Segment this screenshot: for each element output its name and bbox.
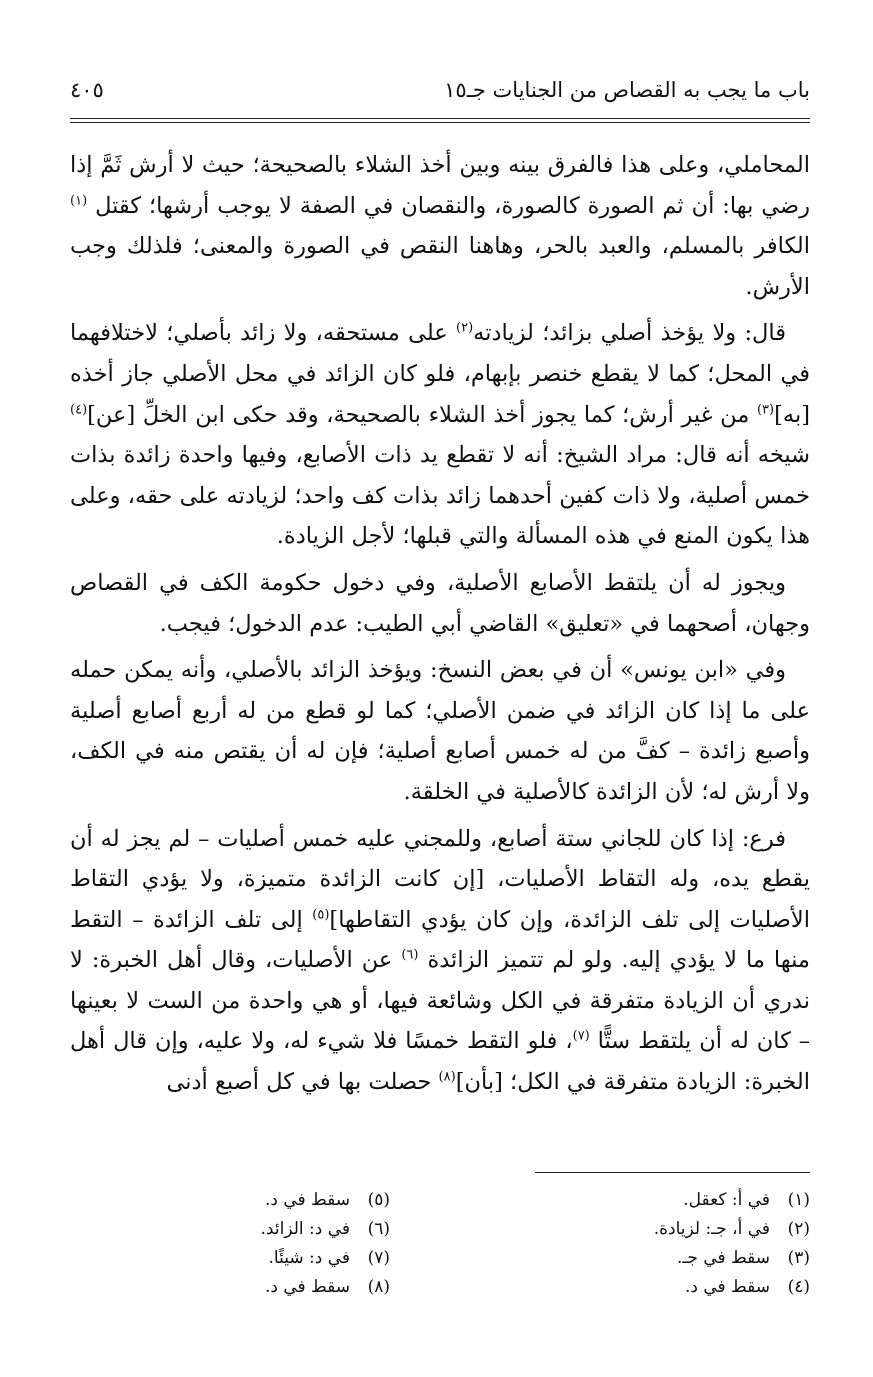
page-header — [70, 76, 810, 112]
footnote-ref-6: (٦) — [401, 947, 419, 963]
footnote-item: (٦)في د: الزائد. — [260, 1219, 390, 1239]
footnotes — [70, 1186, 810, 1316]
paragraph-3: ويجوز له أن يلتقط الأصابع الأصلية، وفي دخول حكومة الكف في القصاص وجهان، أصحهما في «تعليق» القاضي أبي الطيب: عدم الدخول؛ فيجب. — [70, 569, 810, 637]
footnotes-column-left — [70, 1186, 390, 1302]
footnote-separator — [535, 1172, 810, 1173]
footnote-ref-7: (٧) — [572, 1028, 590, 1044]
footnote-ref-8: (٨) — [438, 1069, 456, 1085]
footnote-ref-1: (١) — [70, 193, 88, 209]
header-rule-secondary — [70, 122, 810, 123]
footnote-item: (٥)سقط في د. — [264, 1190, 390, 1210]
footnote-item: (٣)سقط في جـ. — [677, 1248, 810, 1268]
footnote-ref-2: (٢) — [456, 320, 474, 336]
running-title: باب ما يجب به القصاص من الجنايات جـ١٥ — [444, 78, 810, 102]
footnote-item: (١)في أ: كعقل. — [683, 1190, 810, 1210]
footnote-ref-5: (٥) — [312, 907, 330, 923]
paragraph-2: قال: ولا يؤخذ أصلي بزائد؛ لزيادته$^{(٢)}$ على مستحقه، ولا زائد بأصلي؛ لاختلافهما في المحل؛ كما لا يقطع خنصر بإبهام، فلو كان الزائد في محل الأصلي جاز أخذه [به]$^{(٣)}$ من غير أرش؛ كما يجوز أخذ الشلاء بالصحيحة، وقد حكى ابن الخلِّ [عن]$^{(٤)}$ شيخه أنه قال: مراد الشيخ: أنه لا تقطع يد ذات الأصابع، وفيها واحدة زائدة بذات خمس أصلية، ولا ذات كفين أحدهما زائد بذات كف واحد؛ لزيادته على حقه، وعلى هذا يكون المنع في هذه المسألة والتي قبلها؛ لأجل الزيادة. — [70, 320, 810, 550]
main-text — [70, 145, 810, 1109]
header-rule — [70, 118, 810, 119]
paragraph-4: وفي «ابن يونس» أن في بعض النسخ: ويؤخذ الزائد بالأصلي، وأنه يمكن حمله على ما إذا كان الزائد في ضمن الأصلي؛ كما لو قطع من له أربع أصابع أصلية وأصبع زائدة – كفَّ من له خمس أصابع أصلية؛ فإن له أن يقتص منه في الكف، ولا أرش له؛ لأن الزائدة كالأصلية في الخلقة. — [70, 657, 810, 805]
footnote-item: (٤)سقط في د. — [684, 1277, 810, 1297]
footnote-item: (٢)في أ، جـ: لزيادة. — [653, 1219, 810, 1239]
footnote-ref-3: (٣) — [756, 402, 775, 418]
footnote-item: (٨)سقط في د. — [264, 1277, 390, 1297]
page-number: ٤٠٥ — [70, 78, 104, 102]
footnote-ref-4: (٤) — [70, 402, 88, 418]
footnote-item: (٧)في د: شيئًا. — [268, 1248, 390, 1268]
footnotes-column-right — [490, 1186, 810, 1302]
paragraph-1: المحاملي، وعلى هذا فالفرق بينه وبين أخذ الشلاء بالصحيحة؛ حيث لا أرش ثَمَّ إذا رضي بها: أن ثم الصورة كالصورة، والنقصان في الصفة لا يوجب أرشها؛ كقتل $^{(١)}$ الكافر بالمسلم، والعبد بالحر، وهاهنا النقص في الصورة والمعنى؛ فلذلك وجب الأرش. — [70, 152, 810, 300]
paragraph-5: فرع: إذا كان للجاني ستة أصابع، وللمجني عليه خمس أصليات – لم يجز له أن يقطع يده، وله التقاط الأصليات، [إن كانت الزائدة متميزة، ولا يؤدي التقاط الأصليات إلى تلف الزائدة، وإن كان يؤدي التقاطها]$^{(٥)}$ إلى تلف الزائدة – التقط منها ما لا يؤدي إليه. ولو لم تتميز الزائدة $^{(٦)}$ عن الأصليات، وقال أهل الخبرة: لا ندري أن الزيادة متفرقة في الكل وشائعة فيها، أو هي واحدة من الست لا بعينها – كان له أن يلتقط ستًّا $^{(٧)}$، فلو التقط خمسًا فلا شيء له، ولا عليه، وإن قال أهل الخبرة: الزيادة متفرقة في الكل؛ [بأن]$^{(٨)}$ حصلت بها في كل أصبع أدنى — [70, 825, 810, 1096]
